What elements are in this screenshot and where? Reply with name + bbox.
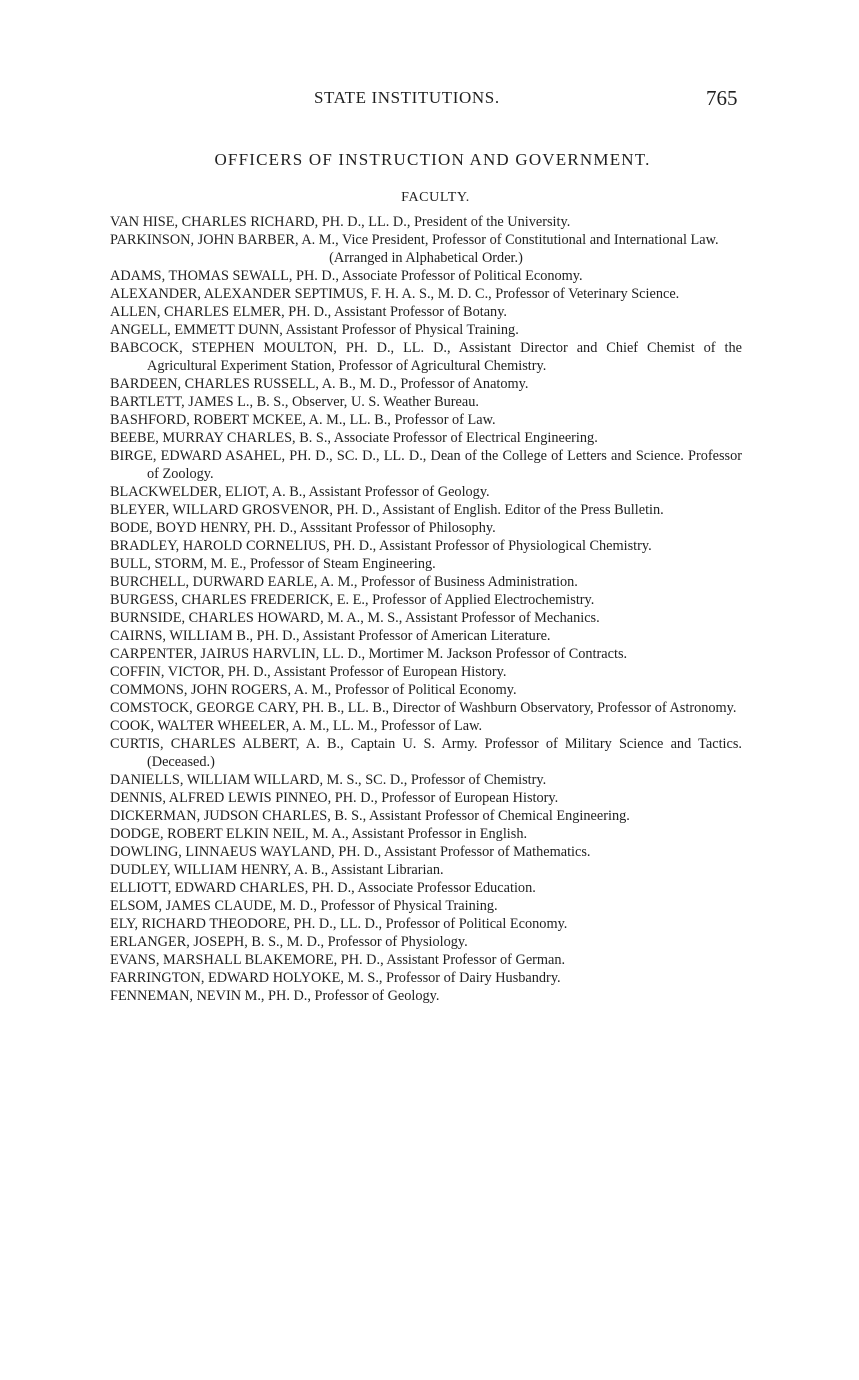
faculty-entry: ADAMS, THOMAS SEWALL, PH. D., Associate Professor of Political Economy.: [110, 268, 583, 284]
faculty-list: [110, 213, 742, 1005]
faculty-entry: ELY, RICHARD THEODORE, PH. D., LL. D., Professor of Political Economy.: [110, 916, 568, 932]
faculty-entry: FENNEMAN, NEVIN M., PH. D., Professor of Geology.: [110, 988, 440, 1004]
faculty-entry: DUDLEY, WILLIAM HENRY, A. B., Assistant Librarian.: [110, 862, 444, 878]
faculty-entry: BURGESS, CHARLES FREDERICK, E. E., Professor of Applied Electrochemistry.: [110, 592, 595, 608]
faculty-entry: ALLEN, CHARLES ELMER, PH. D., Assistant Professor of Botany.: [110, 304, 507, 320]
faculty-entry: COOK, WALTER WHEELER, A. M., LL. M., Professor of Law.: [110, 718, 483, 734]
faculty-entry: BIRGE, EDWARD ASAHEL, PH. D., SC. D., LL. D., Dean of the College of Letters and Science. Professor of Zoology.: [110, 448, 742, 482]
faculty-entry: BODE, BOYD HENRY, PH. D., Asssitant Professor of Philosophy.: [110, 520, 496, 536]
faculty-entry: COMMONS, JOHN ROGERS, A. M., Professor of Political Economy.: [110, 682, 517, 698]
faculty-entry: BULL, STORM, M. E., Professor of Steam Engineering.: [110, 556, 436, 572]
faculty-entry: ANGELL, EMMETT DUNN, Assistant Professor of Physical Training.: [110, 322, 519, 338]
faculty-entry: DANIELLS, WILLIAM WILLARD, M. S., SC. D., Professor of Chemistry.: [110, 772, 547, 788]
page-number: 765: [706, 86, 738, 110]
faculty-entry: ALEXANDER, ALEXANDER SEPTIMUS, F. H. A. S., M. D. C., Professor of Veterinary Science.: [110, 286, 680, 302]
faculty-entry: BABCOCK, STEPHEN MOULTON, PH. D., LL. D., Assistant Director and Chief Chemist of the Agricultural Experiment Station, Professor of Agricultural Chemistry.: [110, 340, 742, 374]
faculty-entry: COFFIN, VICTOR, PH. D., Assistant Professor of European History.: [110, 664, 507, 680]
page-header: [0, 86, 859, 116]
faculty-entry: BRADLEY, HAROLD CORNELIUS, PH. D., Assistant Professor of Physiological Chemistry.: [110, 538, 652, 554]
running-head: STATE INSTITUTIONS.: [314, 88, 500, 107]
faculty-entry: VAN HISE, CHARLES RICHARD, PH. D., LL. D., President of the University.: [110, 214, 571, 230]
section-title: OFFICERS OF INSTRUCTION AND GOVERNMENT.: [214, 150, 651, 169]
faculty-entry: PARKINSON, JOHN BARBER, A. M., Vice President, Professor of Constitutional and International Law.: [110, 232, 719, 248]
faculty-entry: BEEBE, MURRAY CHARLES, B. S., Associate Professor of Electrical Engineering.: [110, 430, 598, 446]
faculty-entry: BASHFORD, ROBERT MCKEE, A. M., LL. B., Professor of Law.: [110, 412, 496, 428]
faculty-entry: DODGE, ROBERT ELKIN NEIL, M. A., Assistant Professor in English.: [110, 826, 528, 842]
faculty-entry: CURTIS, CHARLES ALBERT, A. B., Captain U. S. Army. Professor of Military Science and Tactics. (Deceased.): [110, 736, 742, 770]
faculty-entry: ERLANGER, JOSEPH, B. S., M. D., Professor of Physiology.: [110, 934, 468, 950]
subsection-title: FACULTY.: [401, 190, 470, 205]
faculty-entry: DICKERMAN, JUDSON CHARLES, B. S., Assistant Professor of Chemical Engineering.: [110, 808, 630, 824]
arrangement-note: (Arranged in Alphabetical Order.): [329, 250, 523, 266]
faculty-entry: BLEYER, WILLARD GROSVENOR, PH. D., Assistant of English. Editor of the Press Bulletin.: [110, 502, 664, 518]
faculty-entry: DENNIS, ALFRED LEWIS PINNEO, PH. D., Professor of European History.: [110, 790, 559, 806]
faculty-entry: ELSOM, JAMES CLAUDE, M. D., Professor of Physical Training.: [110, 898, 498, 914]
faculty-entry: CAIRNS, WILLIAM B., PH. D., Assistant Professor of American Literature.: [110, 628, 551, 644]
faculty-entry: EVANS, MARSHALL BLAKEMORE, PH. D., Assistant Professor of German.: [110, 952, 566, 968]
faculty-entry: ELLIOTT, EDWARD CHARLES, PH. D., Associate Professor Education.: [110, 880, 536, 896]
faculty-entry: BARTLETT, JAMES L., B. S., Observer, U. S. Weather Bureau.: [110, 394, 479, 410]
faculty-entry: DOWLING, LINNAEUS WAYLAND, PH. D., Assistant Professor of Mathematics.: [110, 844, 591, 860]
faculty-entry: BURCHELL, DURWARD EARLE, A. M., Professor of Business Administration.: [110, 574, 578, 590]
faculty-entry: COMSTOCK, GEORGE CARY, PH. B., LL. B., Director of Washburn Observatory, Professor of Astronomy.: [110, 700, 737, 716]
faculty-entry: FARRINGTON, EDWARD HOLYOKE, M. S., Professor of Dairy Husbandry.: [110, 970, 561, 986]
faculty-entry: BURNSIDE, CHARLES HOWARD, M. A., M. S., Assistant Professor of Mechanics.: [110, 610, 600, 626]
faculty-entry: BARDEEN, CHARLES RUSSELL, A. B., M. D., Professor of Anatomy.: [110, 376, 529, 392]
faculty-entry: CARPENTER, JAIRUS HARVLIN, LL. D., Mortimer M. Jackson Professor of Contracts.: [110, 646, 628, 662]
faculty-entry: BLACKWELDER, ELIOT, A. B., Assistant Professor of Geology.: [110, 484, 490, 500]
